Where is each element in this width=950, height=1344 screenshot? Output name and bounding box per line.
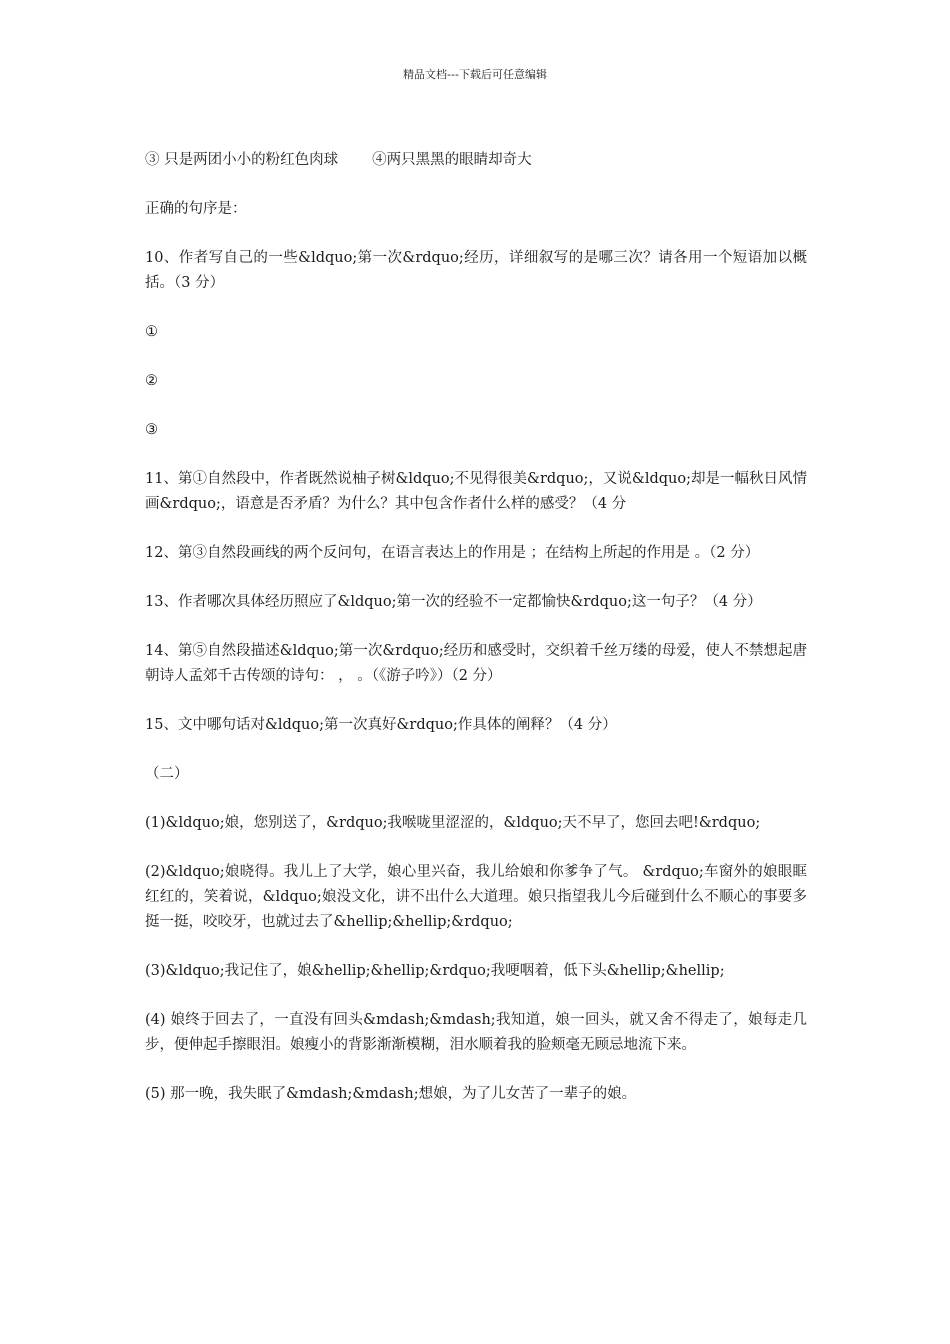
passage-paragraph-1: (1)&ldquo;娘，您别送了，&rdquo;我喉咙里涩涩的，&ldquo;天不早了，您回去吧!&rdquo; (145, 815, 761, 831)
page-header: 精品文档---下载后可任意编辑 (403, 68, 547, 81)
passage-paragraph-5: (5) 那一晚，我失眠了&mdash;&mdash;想娘，为了儿女苦了一辈子的娘。 (145, 1086, 637, 1102)
question-10: 10、作者写自己的一些&ldquo;第一次&rdquo;经历，详细叙写的是哪三次？请各用一个短语加以概括。（3 分） (145, 250, 807, 291)
passage-paragraph-2: (2)&ldquo;娘晓得。我儿上了大学，娘心里兴奋，我儿给娘和你爹争了气。 &rdquo;车窗外的娘眼眶红红的，笑着说，&ldquo;娘没文化，讲不出什么大道理。娘只指望我儿今后碰到什么不顺心的事要多挺一挺，咬咬牙，也就过去了&hellip;&hellip;&rdquo; (145, 864, 807, 930)
order-options-line (145, 148, 807, 173)
passage-paragraph-4: (4) 娘终于回去了，一直没有回头&mdash;&mdash;我知道，娘一回头，就又舍不得走了，娘每走几步，便伸起手擦眼泪。娘瘦小的背影渐渐模糊，泪水顺着我的脸颊毫无顾忌地流下来。 (145, 1012, 807, 1053)
question-13: 13、作者哪次具体经历照应了&ldquo;第一次的经验不一定都愉快&rdquo;这一句子？（4 分） (145, 594, 762, 610)
answer-blank-1: ① (145, 324, 158, 340)
answer-blank-2: ② (145, 373, 158, 389)
question-12: 12、第③自然段画线的两个反问句，在语言表达上的作用是 ；在结构上所起的作用是 。（2 分） (145, 545, 760, 561)
correct-order-prompt: 正确的句序是： (145, 201, 247, 217)
document-body (145, 148, 807, 1131)
passage-paragraph-3: (3)&ldquo;我记住了，娘&hellip;&hellip;&rdquo;我哽咽着，低下头&hellip;&hellip; (145, 963, 725, 979)
answer-blank-3: ③ (145, 422, 158, 438)
section-heading: （二） (145, 766, 189, 782)
order-option-3: ③ 只是两团小小的粉红色肉球 (145, 152, 339, 168)
order-option-4: ④两只黑黑的眼睛却奇大 (372, 152, 532, 168)
question-14: 14、第⑤自然段描述&ldquo;第一次&rdquo;经历和感受时，交织着千丝万缕的母爱，使人不禁想起唐朝诗人孟郊千古传颂的诗句： ， 。（《游子吟》）（2 分） (145, 643, 807, 684)
question-15: 15、文中哪句话对&ldquo;第一次真好&rdquo;作具体的阐释？（4 分） (145, 717, 617, 733)
question-11: 11、第①自然段中，作者既然说柚子树&ldquo;不见得很美&rdquo;，又说&ldquo;却是一幅秋日风情画&rdquo;，语意是否矛盾？为什么？其中包含作者什么样的感受？（4 分 (145, 471, 807, 512)
